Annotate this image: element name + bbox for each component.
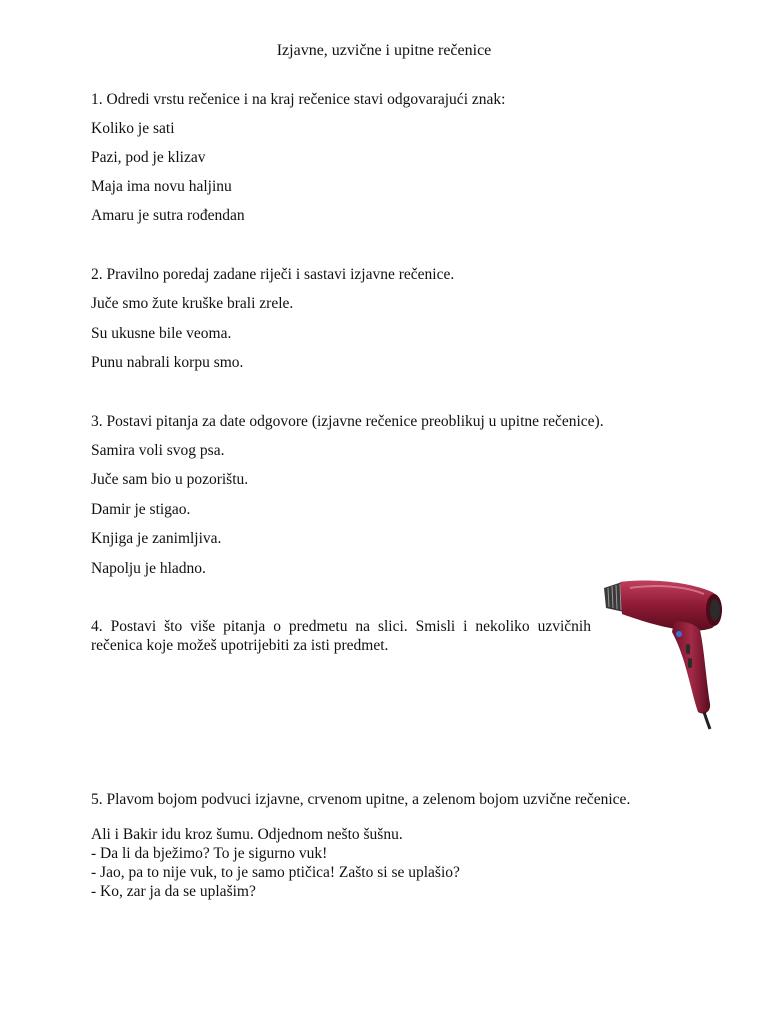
task1-heading: 1. Odredi vrstu rečenice i na kraj rečenice stavi odgovarajući znak: bbox=[91, 91, 506, 108]
task5-heading: 5. Plavom bojom podvuci izjavne, crvenom upitne, a zelenom bojom uzvične rečenice. bbox=[91, 791, 631, 808]
task3-sentence: Damir je stigao. bbox=[91, 501, 191, 518]
story-line: Ali i Bakir idu kroz šumu. Odjednom nešto šušnu. bbox=[91, 826, 403, 843]
page-title: Izjavne, uzvične i upitne rečenice bbox=[276, 42, 492, 59]
hair-dryer-icon bbox=[600, 578, 728, 730]
task1-sentence: Maja ima novu haljinu bbox=[91, 178, 232, 195]
task3-sentence: Juče sam bio u pozorištu. bbox=[91, 471, 249, 488]
task2-heading: 2. Pravilno poredaj zadane riječi i sastavi izjavne rečenice. bbox=[91, 266, 455, 283]
task2-sentence: Juče smo žute kruške brali zrele. bbox=[91, 295, 294, 312]
task1-sentence: Koliko je sati bbox=[91, 120, 175, 137]
story-line: - Ko, zar ja da se uplašim? bbox=[91, 883, 256, 900]
task4-text: 4. Postavi što više pitanja o predmetu na slici. Smisli i nekoliko uzvičnih rečenica koje možeš upotrijebiti za isti predmet. bbox=[91, 618, 591, 654]
task3-sentence: Samira voli svog psa. bbox=[91, 442, 225, 459]
task3-heading: 3. Postavi pitanja za date odgovore (izjavne rečenice preoblikuj u upitne rečenice). bbox=[91, 413, 604, 430]
task1-sentence: Pazi, pod je klizav bbox=[91, 149, 206, 166]
task3-sentence: Knjiga je zanimljiva. bbox=[91, 530, 222, 547]
task2-sentence: Su ukusne bile veoma. bbox=[91, 325, 232, 342]
story-line: - Da li da bježimo? To je sigurno vuk! bbox=[91, 845, 328, 862]
task1-sentence: Amaru je sutra rođendan bbox=[91, 207, 245, 224]
story-line: - Jao, pa to nije vuk, to je samo ptičica! Zašto si se uplašio? bbox=[91, 864, 460, 881]
task3-sentence: Napolju je hladno. bbox=[91, 560, 206, 577]
task2-sentence: Punu nabrali korpu smo. bbox=[91, 354, 244, 371]
